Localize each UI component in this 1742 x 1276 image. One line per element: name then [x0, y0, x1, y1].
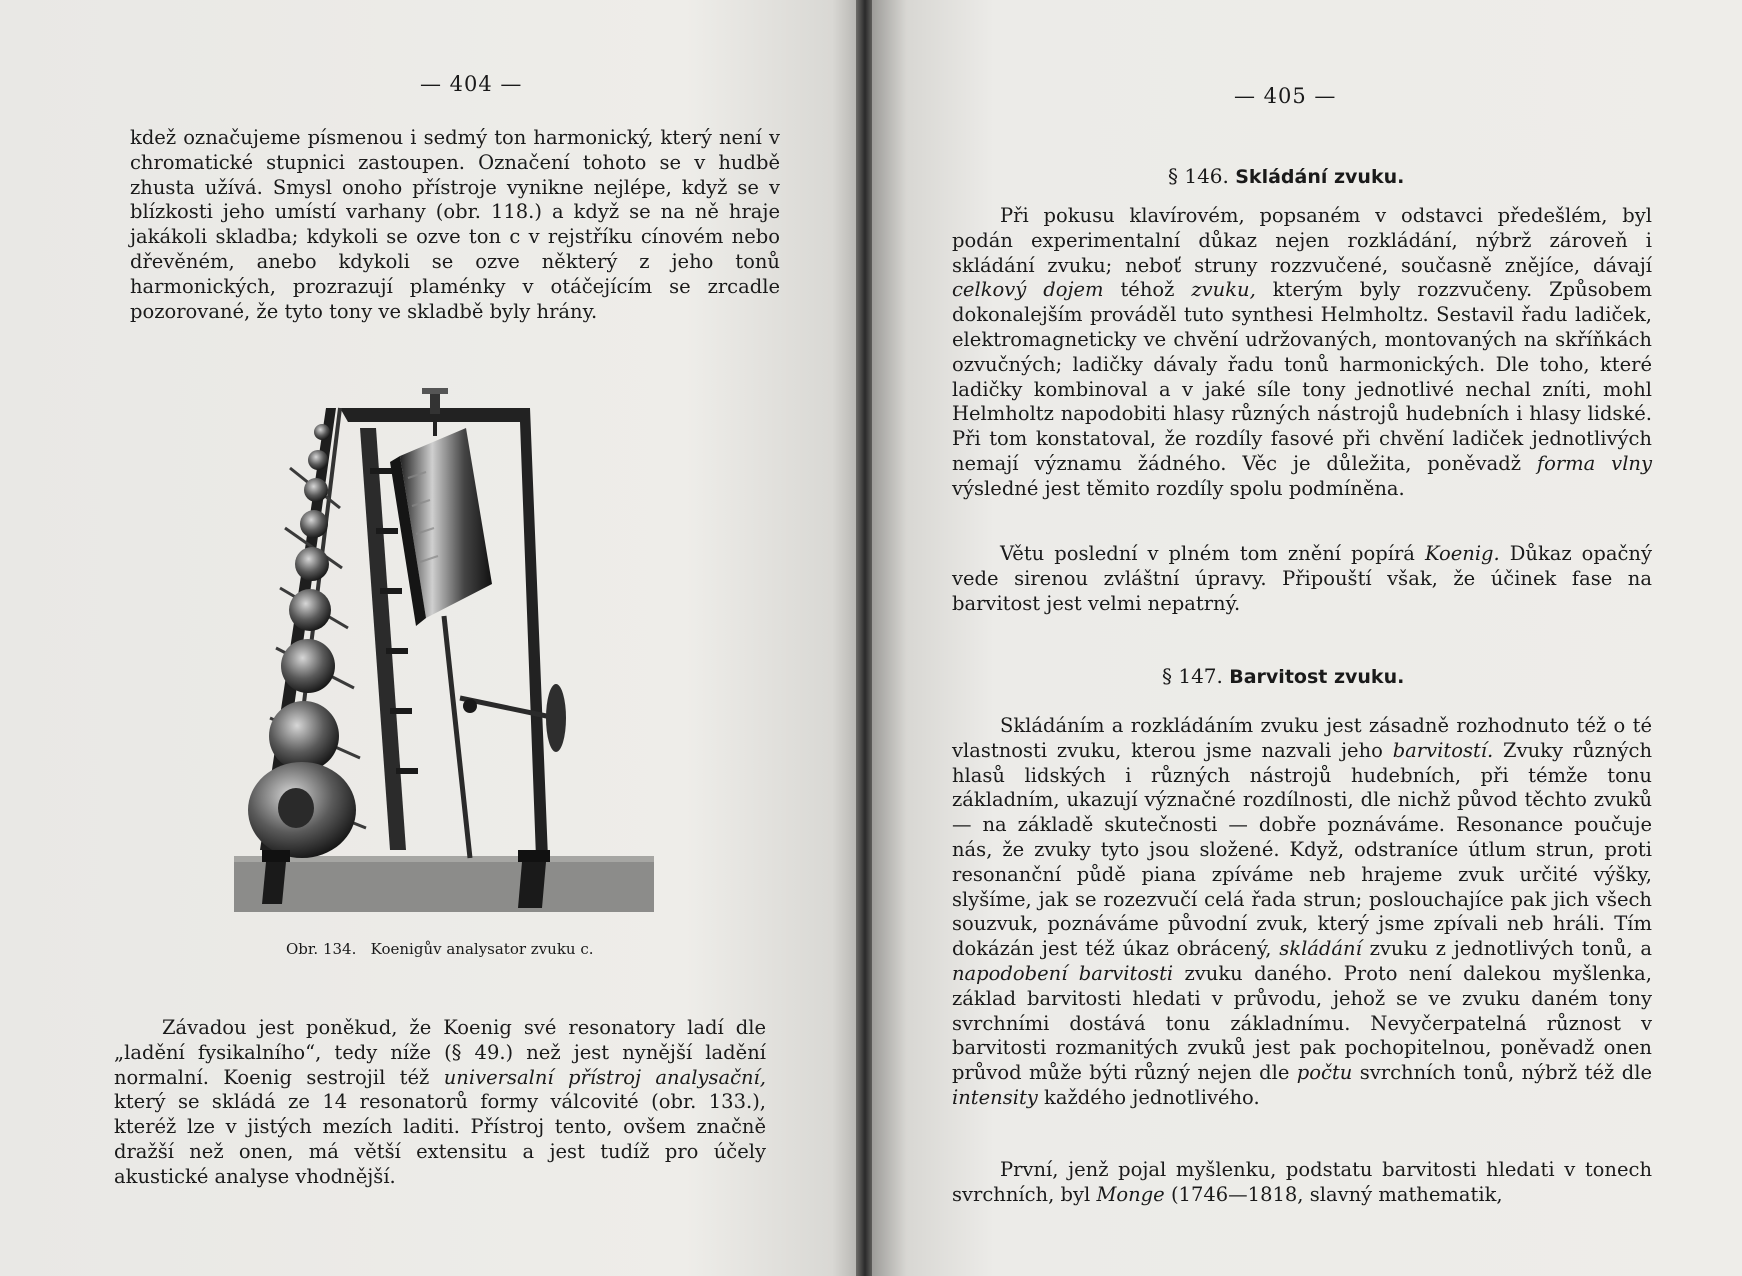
section-number: § 147. — [1162, 664, 1223, 688]
emphasis: Monge — [1096, 1182, 1165, 1206]
paragraph-intro: kdež označujeme písmenou i sedmý ton harmonický, který není v chromatické stupnici zastoupen. Označení tohoto se v hudbě zhusta užívá. Smysl onoho přístroje vynikne nejlépe, když se v blízkosti jeho umístí varhany (obr. 118.) a když se na ně hraje jakákoli skladba; kdykoli se ozve ton c v rejstříku cínovém nebo dřevěném, anebo kdykoli se ozve některý z jeho tonů harmonických, prozrazují plaménky v otáčejícím se zrcadle pozorované, že tyto tony ve skladbě byly hrány. — [130, 126, 780, 323]
left-page — [0, 0, 858, 1276]
paragraph-koenig-phase: Větu poslední v plném tom znění popírá Koenig. Důkaz opačný vede sirenou zvláštní úpravy. Připouští však, že účinek fase na barvitost jest velmi nepatrný. — [952, 542, 1652, 615]
figure-koenig-analyzer — [230, 388, 662, 920]
emphasis: zvuku, — [1191, 278, 1256, 302]
emphasis: forma vlny — [1536, 451, 1653, 475]
section-heading-146 — [1168, 164, 1404, 188]
figure-caption-label: Obr. 134. — [286, 940, 357, 958]
figure-caption-text: Koenigův analysator zvuku c. — [370, 940, 594, 958]
emphasis: skládání — [1279, 937, 1362, 961]
paragraph-monge: První, jenž pojal myšlenku, podstatu barvitosti hledati v tonech svrchních, byl Monge (1746—1818, slavný mathematik, — [952, 1158, 1652, 1206]
page-number: — 405 — — [1234, 84, 1337, 108]
paragraph-timbre: Skládáním a rozkládáním zvuku jest zásadně rozhodnuto též o té vlastnosti zvuku, kterou jsme nazvali jeho barvitostí. Zvuky různých hlasů lidských i různých nástrojů hudebních, při témže tonu základním, ukazují význačné rozdílnosti, dle nichž původ těchto zvuků — na základě skutečnosti — dobře poznáváme. Resonance poučuje nás, že zvuky tyto jsou složené. Když, odstraníce útlum strun, proti resonanční půdě piana zpíváme neb hrajeme zvuk určité výšky, slyšíme, jak se rozezvučí celá řada strun; poslouchajíce pak jich všech souzvuk, poznáváme původní zvuk, který jsme zpívali neb hráli. Tím dokázán jest též úkaz obrácený, skládání zvuku z jednotlivých tonů, a napodobení barvitosti zvuku daného. Proto není dalekou myšlenka, základ barvitosti hledati v průvodu, jehož se ve zvuku daném tony svrchními dostává tonu základnímu. Nevyčerpatelná různost v barvitosti rozmanitých zvuků jest pak pochopitelnou, poněvadž onen průvod může býti různý nejen dle počtu svrchních tonů, nýbrž též dle intensity každého jednotlivého. — [952, 714, 1653, 1109]
section-title: Barvitost zvuku. — [1229, 666, 1405, 688]
section-heading-147 — [1162, 664, 1404, 688]
page-number: — 404 — — [420, 72, 523, 96]
figure-caption — [286, 940, 594, 958]
emphasis: počtu — [1296, 1061, 1353, 1085]
section-number: § 146. — [1168, 164, 1229, 188]
emphasis: napodobení barvitosti — [952, 961, 1174, 985]
paragraph-koenig-resonators: Závadou jest poněkud, že Koenig své resonatory ladí dle „ladění fysikalního“, tedy níže (§ 49.) než jest nynější ladění normalní. Koenig sestrojil též universalní přístroj analysační, který se skládá ze 14 resonatorů formy válcovité (obr. 133.), kteréž lze v jistých mezích laditi. Přístroj tento, ovšem značně dražší než onen, má větší extensitu a jest tudíž pro účely akustické analyse vhodnější. — [114, 1016, 766, 1188]
emphasis: barvitostí. — [1392, 738, 1494, 762]
emphasis: celkový dojem — [952, 278, 1104, 302]
paragraph-synthesis: Při pokusu klavírovém, popsaném v odstavci předešlém, byl podán experimentalní důkaz nejen rozkládání, nýbrž zároveň i skládání zvuku; neboť struny rozzvučené, současně znějíce, dávají celkový dojem téhož zvuku, kterým byly rozzvučeny. Způsobem dokonalejším prováděl tuto synthesi Helmholtz. Sestavil řadu ladiček, elektromagneticky ve chvění udržovaných, montovaných na skříňkách ozvučných; ladičky dávaly řadu tonů harmonických. Dle toho, které ladičky kombinoval a v jaké síle tony jednotlivé nechal zníti, mohl Helmholtz napodobiti hlasy různých nástrojů hudebních i hlasy lidské. Při tom konstatoval, že rozdíly fasové při chvění ladiček jednotlivých nemají významu žádného. Věc je důležita, poněvadž forma vlny výsledné jest těmito rozdíly spolu podmíněna. — [952, 204, 1653, 500]
emphasis-universal-analyzer: universalní přístroj analysační, — [443, 1065, 766, 1089]
emphasis: Koenig. — [1424, 542, 1500, 565]
right-page — [872, 0, 1742, 1276]
koenig-analyzer-illustration — [230, 388, 662, 920]
section-title: Skládání zvuku. — [1235, 166, 1405, 188]
emphasis: intensity — [952, 1085, 1038, 1109]
